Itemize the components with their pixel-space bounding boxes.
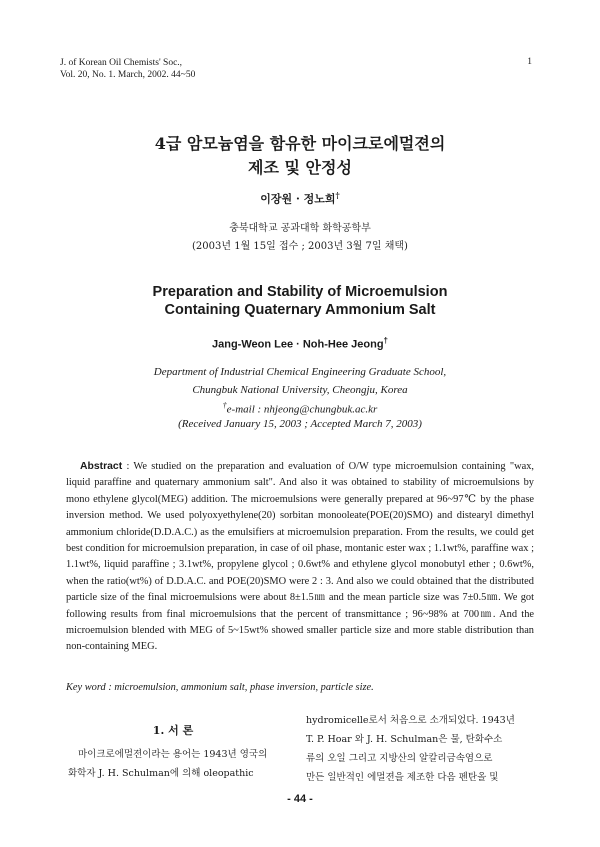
section-title: 1. 서 론 — [152, 724, 194, 737]
dagger-mark: † — [383, 336, 388, 345]
right-col-line: 류의 오일 그리고 지방산의 알칼리금속염으로 — [306, 753, 493, 764]
right-col-line: hydromicelle로서 처음으로 소개되었다. 1943년 — [306, 715, 515, 726]
dagger-mark: † — [222, 401, 227, 410]
korean-authors — [0, 190, 600, 207]
korean-dates: (2003년 1월 15일 접수 ; 2003년 3월 7일 채택) — [192, 241, 408, 252]
right-col-line: T. P. Hoar 와 J. H. Schulman은 물, 탄화수소 — [306, 734, 503, 745]
english-author-names: Jang-Weon Lee · Noh-Hee Jeong — [212, 338, 384, 351]
abstract-label: Abstract — [80, 461, 123, 472]
left-col-line: 마이크로에멀젼이라는 용어는 1943년 영국의 — [78, 749, 268, 760]
journal-line-2: Vol. 20, No. 1. March, 2002. 44~50 — [60, 70, 196, 80]
page-footer: - 44 - — [287, 793, 313, 805]
abstract-text: : We studied on the preparation and evaluation of O/W type microemulsion containing "wax, liquid paraffine and quaternary ammonium salt". And also it was obtained to stability of microemulsions by mono ethylene glycol(MEG) addition. The microemulsions were generally prepared at 96~97℃ by the phase inversion method. We used polyoxyethylene(20) sorbitan monooleate(POE(20)SMO) and distearyl dimethyl ammonium chloride(D.D.A.C.) as the emulsifiers at microemulsion preparation. From the results, we could get best condition for microemulsion preparation, in case of oil phase, montanic ester wax ; 1.1wt%, paraffine wax ; 1.1wt%, liquid paraffine ; 3.1wt%, propylene glycol ; 0.6wt% and ethylene glycol monobutyl ether ; 0.6wt%, when the ratio(wt%) of D.D.A.C. and POE(20)SMO were 2 : 3. And also we could obtained that the distributed particle size of the final microemulsions were about 8±1.5㎚ and the mean particle size was 7±0.5㎚. We got following results from final microemulsions that the percent of transmittance ; 96~98% at 700㎚. And the microemulsion blended with MEG of 5~15wt% showed smaller particle size and more stable distribution than non-containing MEG. — [66, 461, 534, 653]
keywords: Key word : microemulsion, ammonium salt, phase inversion, particle size. — [66, 682, 374, 693]
korean-affiliation: 충북대학교 공과대학 화학공학부 — [229, 223, 371, 234]
korean-title-line-1: 4급 암모늄염을 함유한 마이크로에멀젼의 — [154, 134, 446, 153]
journal-citation — [60, 57, 195, 81]
left-column — [68, 745, 278, 783]
english-department: Department of Industrial Chemical Engineering Graduate School, — [153, 366, 447, 378]
left-col-line: 화학자 J. H. Schulman에 의해 oleopathic — [68, 768, 254, 779]
abstract — [66, 459, 534, 656]
english-authors — [0, 336, 600, 351]
korean-title-line-2: 제조 및 안정성 — [248, 158, 352, 177]
right-column — [306, 711, 532, 787]
english-title-line-1: Preparation and Stability of Microemulsion — [152, 284, 448, 300]
email-line — [0, 401, 600, 416]
journal-line-1: J. of Korean Oil Chemists' Soc., — [60, 58, 183, 68]
page-number: 1 — [527, 57, 532, 67]
dagger-mark: † — [335, 190, 340, 200]
right-col-line: 만든 일반적인 에멀젼을 제조한 다음 펜탄올 및 — [306, 772, 499, 783]
english-dates: (Received January 15, 2003 ; Accepted March 7, 2003) — [178, 418, 422, 430]
korean-author-names: 이장원 · 정노희 — [260, 192, 336, 206]
english-university: Chungbuk National University, Cheongju, Korea — [192, 384, 408, 396]
english-title-line-2: Containing Quaternary Ammonium Salt — [164, 302, 436, 318]
email-address: e-mail : nhjeong@chungbuk.ac.kr — [226, 403, 378, 416]
